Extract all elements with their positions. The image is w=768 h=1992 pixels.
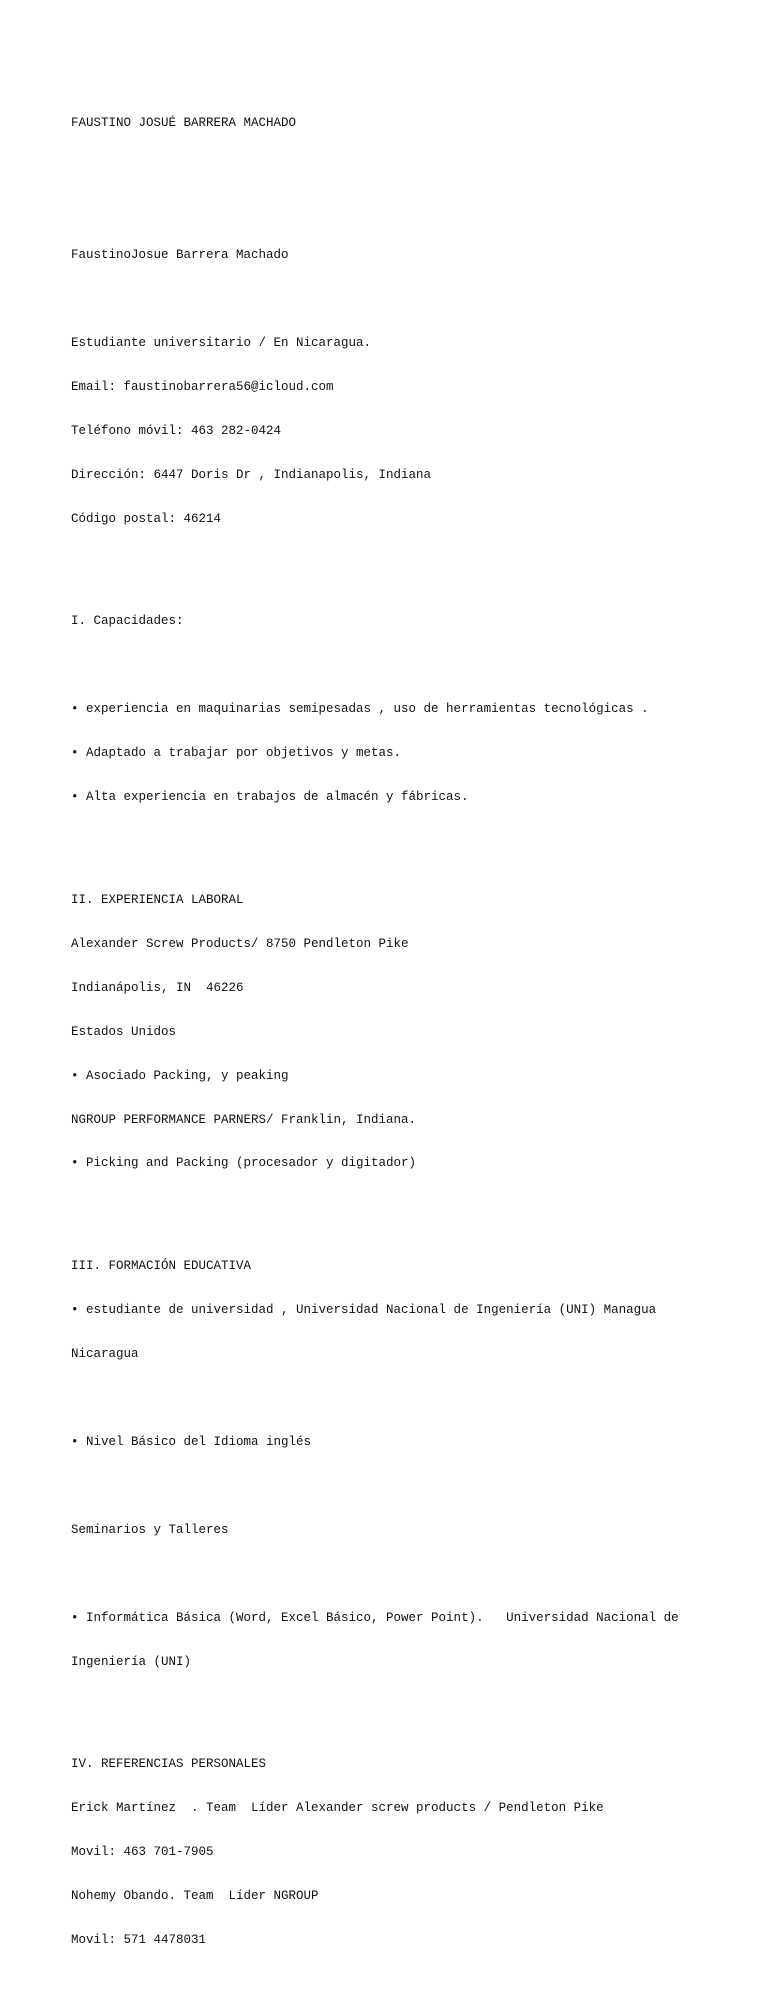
contact-phone: Teléfono móvil: 463 282-0424 xyxy=(71,423,282,438)
experience-line: • Picking and Packing (procesador y digitador) xyxy=(71,1156,417,1171)
spacer xyxy=(71,834,701,849)
spacer xyxy=(71,1479,701,1494)
spacer xyxy=(71,1200,701,1215)
reference-line: Movil: 571 4478031 xyxy=(71,1933,207,1948)
skill-item: • Alta experiencia en trabajos de almacén y fábricas. xyxy=(71,790,469,805)
spacer xyxy=(71,292,701,307)
spacer xyxy=(71,160,701,204)
education-university-line: • estudiante de universidad , Universidad Nacional de Ingeniería (UNI) Managua xyxy=(71,1303,657,1318)
contact-email: Email: faustinobarrera56@icloud.com xyxy=(71,379,334,394)
education-heading: III. FORMACIÓN EDUCATIVA xyxy=(71,1259,252,1274)
reference-line: Nohemy Obando. Team Líder NGROUP xyxy=(71,1889,319,1904)
skills-heading: I. Capacidades: xyxy=(71,614,184,629)
seminar-line: • Informática Básica (Word, Excel Básico, Power Point). Universidad Nacional de xyxy=(71,1610,679,1625)
spacer xyxy=(71,1391,701,1406)
contact-address: Dirección: 6447 Doris Dr , Indianapolis, Indiana xyxy=(71,467,432,482)
contact-postal-code: Código postal: 46214 xyxy=(71,511,222,526)
experience-line: • Asociado Packing, y peaking xyxy=(71,1068,289,1083)
spacer xyxy=(71,1699,701,1714)
resume-body xyxy=(71,72,701,1992)
experience-heading: II. EXPERIENCIA LABORAL xyxy=(71,892,244,907)
document-title: FAUSTINO JOSUÉ BARRERA MACHADO xyxy=(71,115,297,130)
references-heading: IV. REFERENCIAS PERSONALES xyxy=(71,1757,267,1772)
reference-line: Movil: 463 701-7905 xyxy=(71,1845,214,1860)
spacer xyxy=(71,1567,701,1582)
contact-occupation: Estudiante universitario / En Nicaragua. xyxy=(71,335,372,350)
skill-item: • Adaptado a trabajar por objetivos y metas. xyxy=(71,746,402,761)
spacer xyxy=(71,556,701,571)
experience-line: Alexander Screw Products/ 8750 Pendleton Pike xyxy=(71,936,409,951)
education-university-line: Nicaragua xyxy=(71,1346,139,1361)
experience-line: Estados Unidos xyxy=(71,1024,177,1039)
reference-line: Erick Martínez . Team Líder Alexander screw products / Pendleton Pike xyxy=(71,1801,604,1816)
contact-name: FaustinoJosue Barrera Machado xyxy=(71,247,289,262)
seminars-heading: Seminarios y Talleres xyxy=(71,1522,229,1537)
spacer xyxy=(71,658,701,673)
experience-line: Indianápolis, IN 46226 xyxy=(71,980,244,995)
experience-line: NGROUP PERFORMANCE PARNERS/ Franklin, Indiana. xyxy=(71,1112,417,1127)
seminar-line: Ingeniería (UNI) xyxy=(71,1654,192,1669)
skill-item: • experiencia en maquinarias semipesadas , uso de herramientas tecnológicas . xyxy=(71,702,649,717)
education-language: • Nivel Básico del Idioma inglés xyxy=(71,1434,312,1449)
